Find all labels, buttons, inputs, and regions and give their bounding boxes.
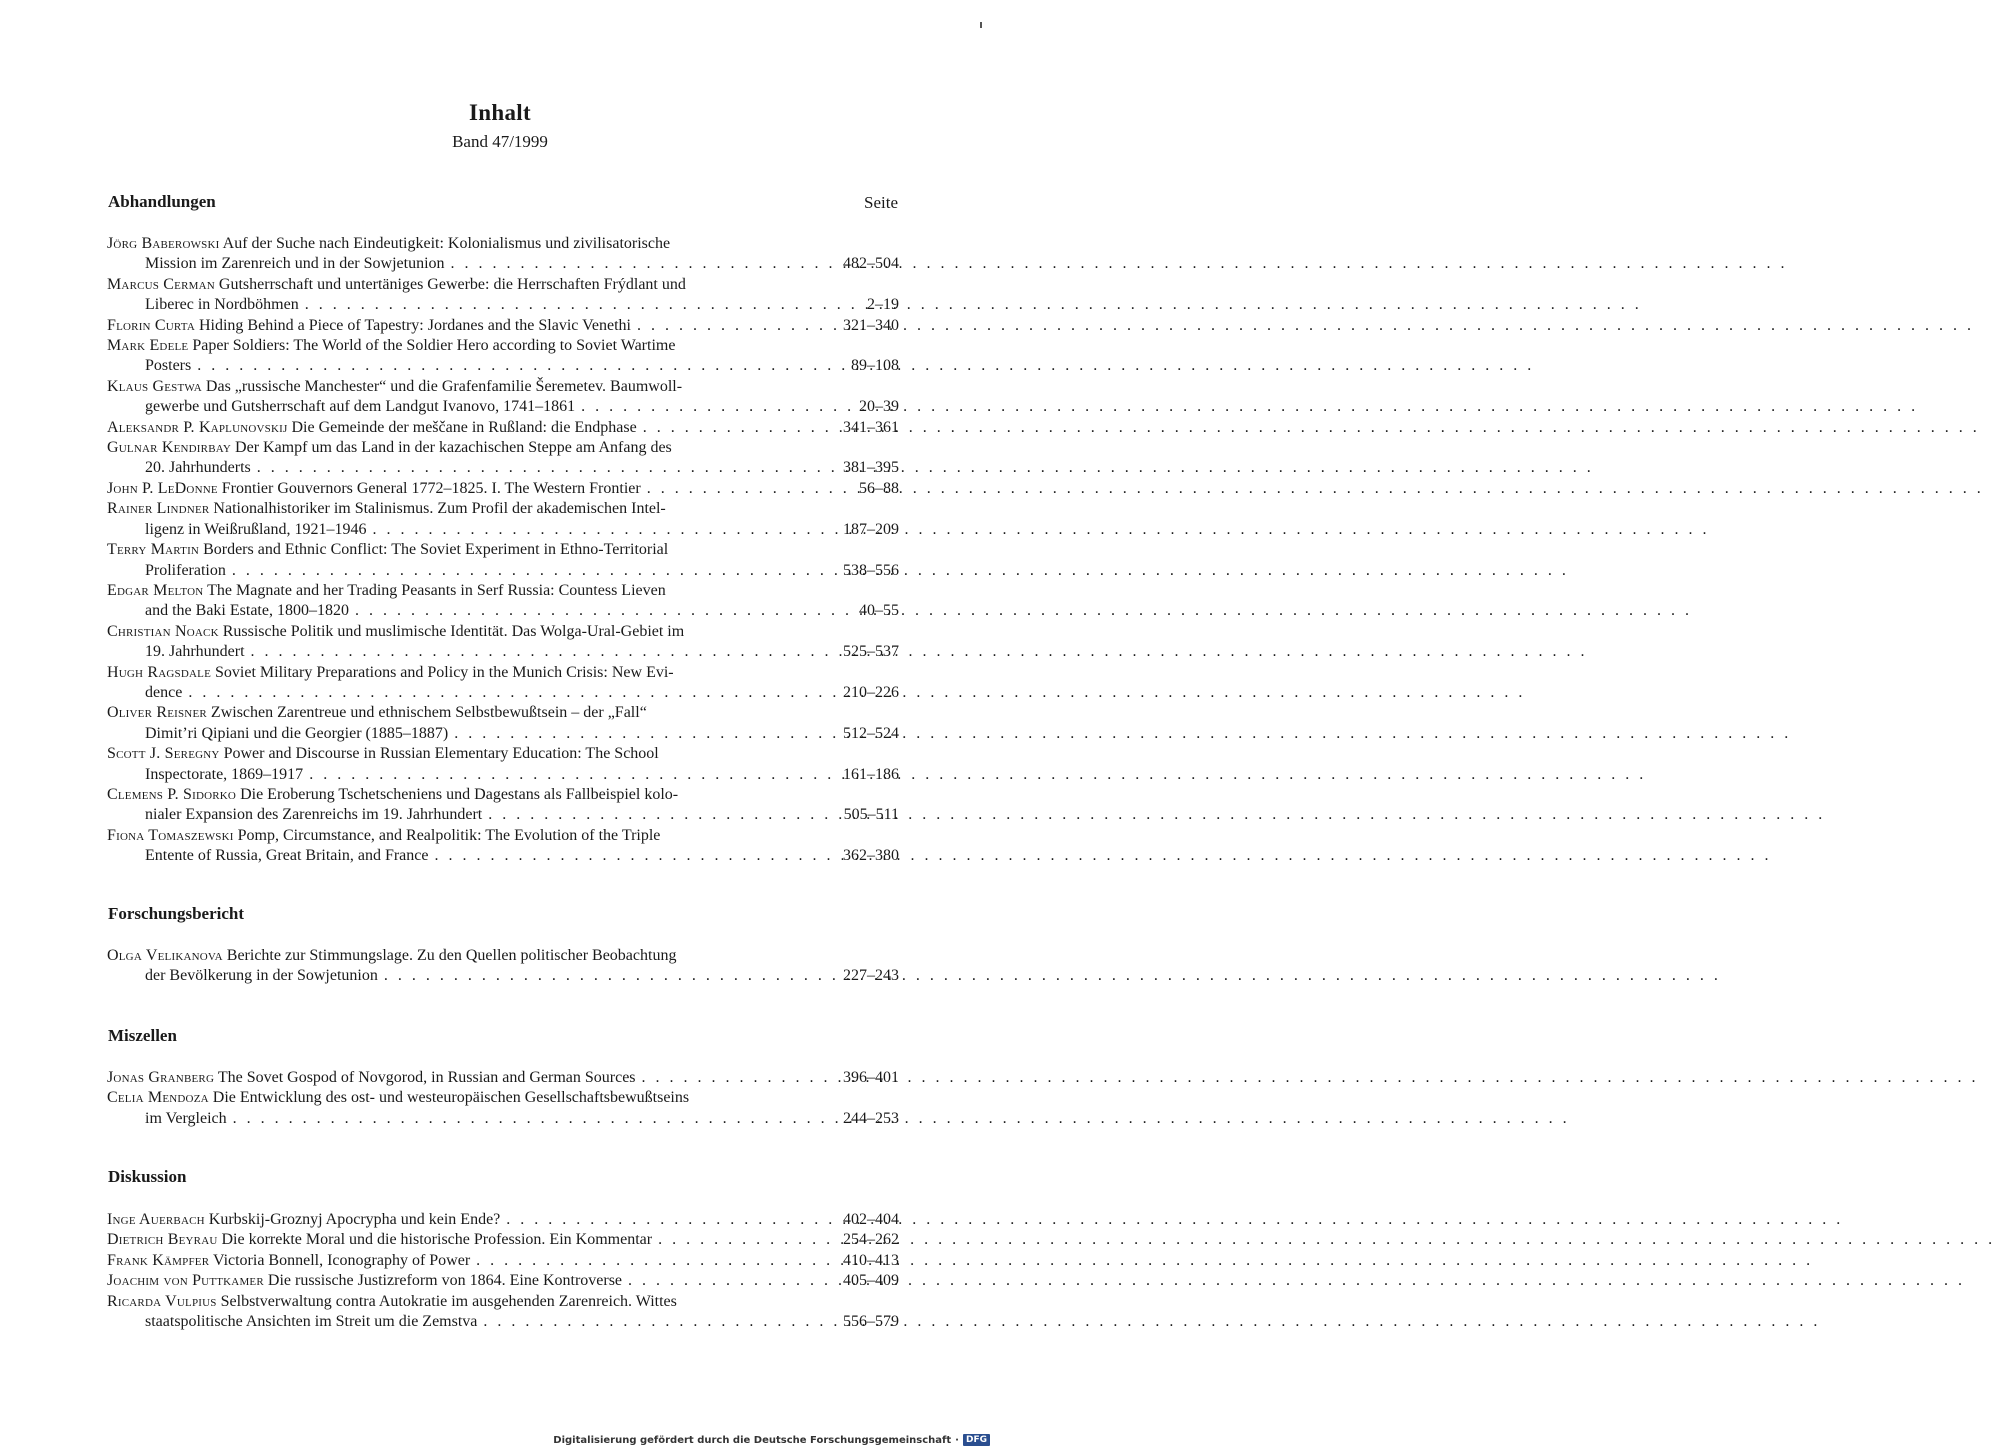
toc-title: Die Entwicklung des ost- und westeuropäischen Gesellschaftsbewußtseins	[212, 1089, 690, 1107]
toc-entry-text	[107, 540, 668, 560]
toc-title-continued: 20. Jahrhunderts	[145, 459, 251, 477]
toc-entry-line	[107, 642, 899, 662]
dot-leader	[257, 458, 815, 478]
toc-author: Rainer Lindner	[107, 500, 210, 518]
toc-author: Dietrich Beyrau	[107, 1231, 218, 1249]
toc-author: Olga Velikanova	[107, 947, 223, 964]
toc-entry-line	[107, 520, 899, 540]
toc-title: Berichte zur Stimmungslage. Zu den Quellen politischer Beobachtung	[226, 947, 677, 964]
toc-entry-line	[107, 336, 899, 356]
toc-entry-text	[107, 418, 637, 438]
toc-title: Kurbskij-Groznyj Apocrypha und kein Ende?	[208, 1211, 501, 1228]
toc-author: Klaus Gestwa	[107, 377, 202, 395]
dot-leader	[197, 356, 815, 376]
toc-entry[interactable]	[107, 1292, 899, 1333]
toc-entry[interactable]	[107, 316, 899, 336]
toc-entry-line	[107, 1068, 899, 1088]
toc-entry-line	[107, 316, 899, 336]
toc-entry-line	[107, 377, 899, 397]
toc-title-continued: staatspolitische Ansichten im Streit um die Zemstva	[145, 1313, 478, 1331]
toc-author: Jörg Baberowski	[107, 235, 220, 252]
toc-pages: 405–409	[843, 1272, 899, 1290]
section-list-miszellen	[107, 1068, 899, 1129]
toc-entry-text	[107, 1068, 636, 1088]
toc-pages: 556–579	[843, 1313, 899, 1331]
toc-pages: 227–243	[843, 967, 899, 985]
toc-title-continued: 19. Jahrhundert	[145, 643, 245, 661]
toc-title: Die Eroberung Tschetscheniens und Dagestans als Fallbeispiel kolo-	[240, 785, 679, 803]
toc-entry-line	[107, 785, 899, 805]
toc-entry[interactable]	[107, 438, 899, 479]
toc-entry[interactable]	[107, 1271, 899, 1291]
toc-author: Terry Martin	[107, 541, 200, 559]
toc-entry-line	[107, 744, 899, 764]
toc-entry[interactable]	[107, 1210, 899, 1230]
toc-entry-text	[107, 499, 666, 519]
toc-title-continued: ligenz in Weißrußland, 1921–1946	[145, 520, 367, 538]
dot-leader	[251, 642, 815, 662]
toc-author: Frank Kämpfer	[107, 1251, 210, 1269]
toc-entry-line	[107, 234, 899, 254]
toc-entry[interactable]	[107, 499, 899, 540]
scan-mark	[980, 22, 982, 28]
toc-title: Power and Discourse in Russian Elementary Education: The School	[223, 745, 659, 763]
toc-entry-text	[107, 1210, 500, 1230]
toc-entry-line	[107, 1251, 899, 1271]
toc-title-continued: Inspectorate, 1869–1917	[145, 765, 304, 783]
toc-pages: 512–524	[843, 724, 899, 742]
toc-entry-line	[107, 561, 899, 581]
toc-title-continued: im Vergleich	[145, 1109, 227, 1127]
dot-leader	[506, 1210, 815, 1230]
toc-entry-text	[107, 826, 660, 846]
dfg-logo: DFG	[963, 1434, 990, 1446]
toc-title-continued: dence	[145, 683, 183, 701]
toc-pages: 187–209	[843, 520, 899, 538]
dot-leader	[581, 397, 815, 417]
toc-author: Celia Mendoza	[107, 1089, 209, 1107]
toc-entry[interactable]	[107, 234, 899, 275]
toc-entry-line	[107, 254, 899, 274]
toc-title-continued: gewerbe und Gutsherrschaft auf dem Landgut Ivanovo, 1741–1861	[145, 398, 576, 416]
toc-entry-text	[107, 1292, 677, 1312]
toc-title: Victoria Bonnell, Iconography of Power	[212, 1251, 471, 1269]
toc-entry-line	[107, 1088, 899, 1108]
toc-entry-text	[107, 275, 686, 295]
toc-author: Gulnar Kendirbay	[107, 439, 232, 457]
dot-leader	[233, 1109, 815, 1129]
toc-entry-line	[107, 622, 899, 642]
toc-pages: 396–401	[843, 1069, 899, 1086]
dot-leader	[373, 520, 816, 540]
toc-entry-line	[107, 846, 899, 866]
toc-entry[interactable]	[107, 622, 899, 663]
digitization-credit	[553, 1434, 990, 1446]
toc-entry[interactable]	[107, 1068, 899, 1088]
toc-entry[interactable]	[107, 703, 899, 744]
toc-entry-text	[107, 438, 672, 458]
credit-separator: ·	[955, 1434, 959, 1446]
toc-title: Selbstverwaltung contra Autokratie im ausgehenden Zarenreich. Wittes	[220, 1292, 677, 1310]
dot-leader	[305, 295, 815, 315]
dot-leader	[232, 561, 815, 581]
volume-label: Band 47/1999	[452, 132, 548, 151]
toc-author: Jonas Granberg	[107, 1069, 215, 1086]
dot-leader	[476, 1251, 815, 1271]
toc-author: Ricarda Vulpius	[107, 1292, 217, 1310]
toc-title-continued: Proliferation	[145, 561, 226, 579]
toc-entry-text	[107, 1230, 652, 1250]
dot-leader	[309, 765, 815, 785]
toc-entry-line	[107, 356, 899, 376]
toc-entry-line	[107, 1230, 899, 1250]
toc-title-continued: and the Baki Estate, 1800–1820	[145, 602, 349, 620]
toc-pages: 341–361	[843, 418, 899, 436]
dot-leader	[355, 601, 815, 621]
toc-pages: 482–504	[843, 255, 899, 273]
toc-pages: 538–556	[843, 561, 899, 579]
dot-leader	[434, 846, 815, 866]
credit-text: Digitalisierung gefördert durch die Deutsche Forschungsgemeinschaft	[553, 1434, 952, 1446]
page-title: Inhalt	[469, 100, 531, 125]
toc-title: Russische Politik und muslimische Identität. Das Wolga-Ural-Gebiet im	[222, 622, 685, 640]
toc-entry-text	[107, 744, 659, 764]
toc-title: Frontier Gouvernors General 1772–1825. I. The Western Frontier	[221, 479, 641, 497]
toc-title: Die korrekte Moral und die historische Profession. Ein Kommentar	[221, 1231, 653, 1249]
toc-entry-line	[107, 438, 899, 458]
toc-author: Christian Noack	[107, 622, 219, 640]
toc-entry-text	[107, 1271, 622, 1291]
toc-entry-line	[107, 458, 899, 478]
toc-title: Hiding Behind a Piece of Tapestry: Jordanes and the Slavic Venethi	[198, 316, 631, 334]
toc-entry-line	[107, 479, 899, 499]
toc-pages: 161–186	[843, 765, 899, 783]
toc-title-continued: Dimit’ri Qipiani und die Georgier (1885–1887)	[145, 724, 449, 742]
toc-author: Inge Auerbach	[107, 1211, 205, 1228]
toc-entry-line	[107, 1271, 899, 1291]
toc-entry-line	[107, 724, 899, 744]
toc-title-continued: der Bevölkerung in der Sowjetunion	[145, 967, 378, 985]
toc-entry-line	[107, 663, 899, 683]
section-title-forschungsbericht: Forschungsbericht	[108, 904, 244, 923]
toc-entry-line	[107, 826, 899, 846]
toc-title: Borders and Ethnic Conflict: The Soviet Experiment in Ethno-Territorial	[203, 541, 669, 559]
toc-pages: 210–226	[843, 683, 899, 701]
toc-title: Die Gemeinde der meščane in Rußland: die Endphase	[291, 418, 637, 436]
toc-author: John P. LeDonne	[107, 479, 218, 497]
toc-title: The Magnate and her Trading Peasants in Serf Russia: Countess Lieven	[207, 581, 666, 599]
toc-entry[interactable]	[107, 1251, 899, 1271]
toc-pages: 2–19	[867, 296, 899, 314]
toc-entry-text	[107, 581, 666, 601]
toc-entry-line	[107, 418, 899, 438]
toc-title: Die russische Justizreform von 1864. Eine Kontroverse	[267, 1272, 623, 1290]
toc-pages: 381–395	[843, 459, 899, 477]
toc-title: Zwischen Zarentreue und ethnischem Selbstbewußtsein – der „Fall“	[210, 704, 647, 722]
toc-entry[interactable]	[107, 1088, 899, 1129]
toc-title: Gutsherrschaft und untertäniges Gewerbe: die Herrschaften Frýdlant und	[218, 275, 686, 293]
section-title-abhandlungen: Abhandlungen	[108, 192, 216, 211]
toc-pages: 89–108	[851, 357, 899, 375]
toc-title-continued: nialer Expansion des Zarenreichs im 19. Jahrhundert	[145, 806, 483, 824]
toc-pages: 254–262	[843, 1231, 899, 1249]
toc-entry[interactable]	[107, 479, 899, 499]
dot-leader	[451, 254, 815, 274]
toc-author: Clemens P. Sidorko	[107, 785, 237, 803]
toc-author: Fiona Tomaszewski	[107, 826, 234, 844]
toc-pages: 362–380	[843, 847, 899, 865]
toc-entry-line	[107, 805, 899, 825]
toc-author: Marcus Cerman	[107, 275, 215, 293]
toc-entry-text	[107, 785, 678, 805]
toc-pages: 40–55	[859, 602, 899, 620]
toc-entry-text	[107, 946, 676, 966]
dot-leader	[628, 1271, 815, 1291]
toc-pages: 525–537	[843, 643, 899, 661]
toc-entry-line	[107, 601, 899, 621]
toc-author: Joachim von Puttkamer	[107, 1272, 264, 1290]
toc-entry-line	[107, 1312, 899, 1332]
toc-author: Edgar Melton	[107, 581, 204, 599]
toc-entry-text	[107, 703, 647, 723]
section-title-diskussion: Diskussion	[108, 1167, 187, 1186]
toc-entry[interactable]	[107, 785, 899, 826]
toc-title: Paper Soldiers: The World of the Soldier Hero according to Soviet Wartime	[192, 337, 676, 355]
dot-leader	[637, 316, 815, 336]
toc-entry[interactable]	[107, 826, 899, 867]
toc-entry[interactable]	[107, 1230, 899, 1250]
toc-pages: 20–39	[859, 398, 899, 416]
toc-title-continued: Entente of Russia, Great Britain, and France	[145, 847, 429, 865]
section-title-miszellen: Miszellen	[108, 1026, 177, 1045]
dot-leader	[188, 683, 815, 703]
toc-entry[interactable]	[107, 377, 899, 418]
toc-entry-text	[107, 234, 670, 254]
toc-author: Hugh Ragsdale	[107, 663, 211, 681]
section-list-abhandlungen	[107, 234, 899, 867]
dot-leader	[642, 1068, 815, 1088]
toc-title: Auf der Suche nach Eindeutigkeit: Kolonialismus und zivilisatorische	[222, 235, 671, 252]
toc-entry-text	[107, 377, 682, 397]
toc-entry-text	[107, 1088, 689, 1108]
toc-title: Nationalhistoriker im Stalinismus. Zum Profil der akademischen Intel-	[213, 500, 666, 518]
dot-leader	[488, 805, 815, 825]
section-list-forschungsbericht	[107, 946, 899, 987]
toc-entry-line	[107, 540, 899, 560]
dot-leader	[647, 479, 815, 499]
toc-title-continued: Liberec in Nordböhmen	[145, 296, 299, 314]
toc-entry-text	[107, 622, 684, 642]
toc-entry-line	[107, 966, 899, 986]
page-column-label: Seite	[864, 193, 898, 212]
toc-title-continued: Posters	[145, 357, 192, 375]
toc-entry[interactable]	[107, 744, 899, 785]
toc-entry[interactable]	[107, 581, 899, 622]
toc-pages: 56–88	[859, 479, 899, 497]
toc-entry-line	[107, 1292, 899, 1312]
toc-entry-line	[107, 946, 899, 966]
toc-title: Soviet Military Preparations and Policy in the Munich Crisis: New Evi-	[215, 663, 674, 681]
toc-entry-line	[107, 1210, 899, 1230]
toc-entry[interactable]	[107, 336, 899, 377]
toc-entry-text	[107, 336, 675, 356]
toc-entry-line	[107, 397, 899, 417]
toc-entry-text	[107, 1251, 470, 1271]
toc-title: Pomp, Circumstance, and Realpolitik: The Evolution of the Triple	[237, 826, 661, 844]
toc-title: The Sovet Gospod of Novgorod, in Russian and German Sources	[217, 1069, 636, 1086]
toc-pages: 321–340	[843, 316, 899, 334]
toc-pages: 410–413	[843, 1251, 899, 1269]
toc-title-continued: Mission im Zarenreich und in der Sowjetunion	[145, 255, 445, 273]
toc-author: Oliver Reisner	[107, 704, 207, 722]
toc-author: Florin Curta	[107, 316, 195, 334]
toc-entry[interactable]	[107, 663, 899, 704]
toc-entry-line	[107, 295, 899, 315]
section-list-diskussion	[107, 1210, 899, 1332]
toc-entry-line	[107, 499, 899, 519]
toc-entry-line	[107, 581, 899, 601]
toc-entry-text	[107, 316, 631, 336]
toc-entry-line	[107, 1109, 899, 1129]
toc-title: Der Kampf um das Land in der kazachischen Steppe am Anfang des	[235, 439, 672, 457]
dot-leader	[483, 1312, 815, 1332]
toc-entry-line	[107, 765, 899, 785]
dot-leader	[658, 1230, 815, 1250]
toc-pages: 505–511	[843, 806, 899, 824]
toc-author: Mark Edele	[107, 337, 189, 355]
toc-pages: 244–253	[843, 1109, 899, 1127]
toc-entry-text	[107, 663, 674, 683]
toc-entry-line	[107, 703, 899, 723]
dot-leader	[643, 418, 815, 438]
toc-pages: 402–404	[843, 1211, 899, 1228]
toc-entry[interactable]	[107, 946, 899, 987]
toc-entry[interactable]	[107, 540, 899, 581]
toc-title: Das „russische Manchester“ und die Grafenfamilie Šeremetev. Baumwoll-	[205, 377, 683, 395]
toc-entry-line	[107, 275, 899, 295]
dot-leader	[384, 966, 815, 986]
toc-entry[interactable]	[107, 275, 899, 316]
toc-author: Scott J. Seregny	[107, 745, 220, 763]
toc-entry-line	[107, 683, 899, 703]
toc-entry-text	[107, 479, 641, 499]
dot-leader	[454, 724, 815, 744]
toc-entry[interactable]	[107, 418, 899, 438]
toc-author: Aleksandr P. Kaplunovskij	[107, 418, 288, 436]
